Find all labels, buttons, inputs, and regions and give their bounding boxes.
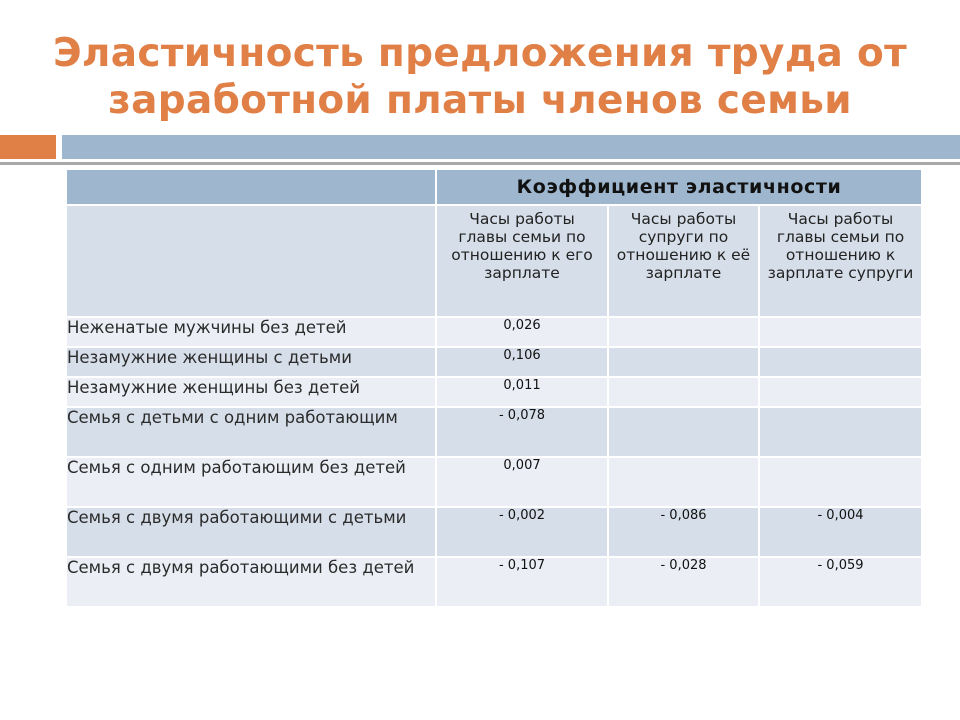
header-elasticity-coefficient: Коэффициент эластичности	[436, 169, 922, 205]
row-value	[608, 407, 759, 457]
table-row	[66, 347, 922, 377]
row-value	[759, 347, 922, 377]
table-row	[66, 457, 922, 507]
header-corner-cell	[66, 169, 436, 205]
row-value: - 0,059	[759, 557, 922, 607]
row-value: - 0,028	[608, 557, 759, 607]
row-label: Семья с двумя работающими без детей	[66, 557, 436, 607]
slide-title-line-1: Эластичность предложения труда от	[53, 31, 907, 76]
table-row	[66, 407, 922, 457]
row-value: - 0,107	[436, 557, 608, 607]
row-label: Незамужние женщины с детьми	[66, 347, 436, 377]
row-label: Незамужние женщины без детей	[66, 377, 436, 407]
table-row	[66, 507, 922, 557]
divider-line	[0, 162, 960, 165]
subheader-corner-cell	[66, 205, 436, 317]
row-label: Неженатые мужчины без детей	[66, 317, 436, 347]
column-header-head-own-wage: Часы работы главы семьи по отношению к его зарплате	[436, 205, 608, 317]
row-value	[608, 347, 759, 377]
row-value: - 0,078	[436, 407, 608, 457]
row-value	[759, 317, 922, 347]
row-value	[608, 377, 759, 407]
row-value	[608, 457, 759, 507]
table-row	[66, 377, 922, 407]
row-value	[759, 377, 922, 407]
accent-band-blue	[62, 135, 960, 159]
row-value	[759, 457, 922, 507]
elasticity-table	[65, 168, 923, 608]
table-header-row	[66, 169, 922, 205]
row-value: - 0,004	[759, 507, 922, 557]
row-value: - 0,086	[608, 507, 759, 557]
row-value: - 0,002	[436, 507, 608, 557]
row-value: 0,007	[436, 457, 608, 507]
row-label: Семья с двумя работающими с детьми	[66, 507, 436, 557]
column-header-spouse-own-wage: Часы работы супруги по отношению к её зарплате	[608, 205, 759, 317]
row-value	[608, 317, 759, 347]
row-label: Семья с одним работающим без детей	[66, 457, 436, 507]
row-value: 0,106	[436, 347, 608, 377]
row-label: Семья с детьми с одним работающим	[66, 407, 436, 457]
slide-title	[40, 30, 920, 124]
row-value	[759, 407, 922, 457]
row-value: 0,011	[436, 377, 608, 407]
table-row	[66, 317, 922, 347]
slide-title-line-2: заработной платы членов семьи	[108, 78, 852, 123]
accent-band-orange	[0, 135, 56, 159]
table-subheader-row	[66, 205, 922, 317]
row-value: 0,026	[436, 317, 608, 347]
table-row	[66, 557, 922, 607]
column-header-head-spouse-wage: Часы работы главы семьи по отношению к зарплате супруги	[759, 205, 922, 317]
